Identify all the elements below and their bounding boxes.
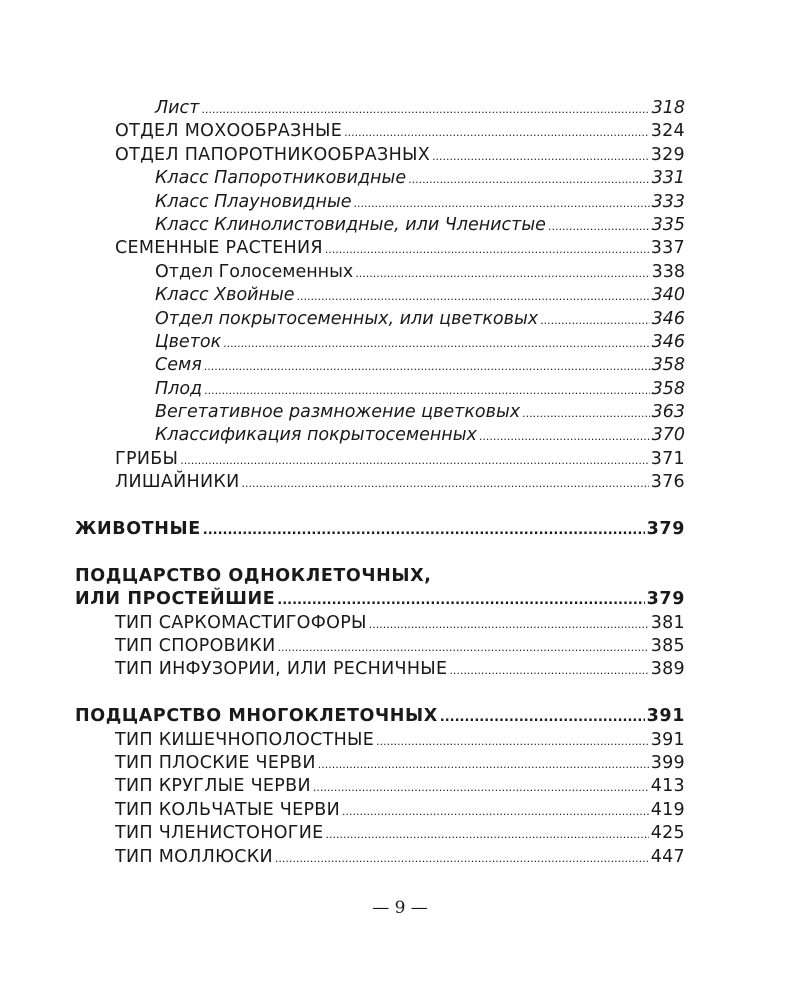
toc-entry[interactable] [75, 424, 685, 447]
dot-leader [203, 518, 645, 542]
toc-entry-title: Семя [155, 355, 202, 376]
dot-leader [376, 729, 649, 753]
toc-entry[interactable] [75, 120, 685, 143]
toc-entry[interactable] [75, 167, 685, 190]
toc-entry-page: 385 [650, 635, 685, 656]
section-gap [75, 541, 685, 564]
toc-entry[interactable] [75, 846, 685, 869]
dot-leader [275, 846, 649, 870]
toc-entry-page: 329 [650, 144, 685, 165]
toc-entry-title: ТИП ИНФУЗОРИИ, ИЛИ РЕСНИЧНЫЕ [115, 659, 448, 680]
toc-entry-page: 358 [651, 355, 685, 376]
toc-entry-multicellular[interactable] [75, 705, 685, 728]
toc-entry-page: 363 [651, 402, 685, 423]
toc-entry-title: Отдел Голосеменных [155, 261, 354, 282]
toc-entry[interactable] [75, 237, 685, 260]
toc-entry-title: ЖИВОТНЫЕ [75, 519, 201, 540]
toc-entry-title: Отдел покрытосеменных, или цветковых [155, 308, 539, 329]
toc-entry-title: Плод [155, 378, 203, 399]
toc-entry-title: ТИП КРУГЛЫЕ ЧЕРВИ [115, 776, 311, 797]
toc-entry-title: ТИП ПЛОСКИЕ ЧЕРВИ [115, 752, 316, 773]
toc-entry-page: 331 [651, 168, 685, 189]
dot-leader [342, 799, 649, 823]
toc-entry-page: 335 [651, 214, 685, 235]
protozoa-entries [75, 612, 685, 682]
toc-entry[interactable] [75, 448, 685, 471]
toc-entry[interactable] [75, 378, 685, 401]
toc-entry-page: 381 [650, 612, 685, 633]
toc-entry-page: 379 [646, 519, 685, 540]
toc-entry[interactable] [75, 612, 685, 635]
toc-entry-title: ТИП САРКОМАСТИГОФОРЫ [115, 612, 367, 633]
toc-entry[interactable] [75, 261, 685, 284]
toc-entry-page: 399 [650, 752, 685, 773]
toc-entry-title: Цветок [155, 331, 222, 352]
toc-entry[interactable] [75, 635, 685, 658]
dot-leader [344, 120, 649, 144]
dot-leader [440, 705, 645, 729]
dot-leader [242, 471, 649, 495]
toc-entry-title: Класс Плауновидные [155, 191, 352, 212]
toc-entry-page: 425 [650, 823, 685, 844]
toc-entry-page: 376 [650, 472, 685, 493]
toc-entry-title: Класс Клинолистовидные, или Членистые [155, 214, 546, 235]
toc-entry-page: 413 [650, 776, 685, 797]
dot-leader [540, 308, 649, 332]
toc-entry-title: ТИП ЧЛЕНИСТОНОГИЕ [115, 823, 324, 844]
toc-entry-page: 340 [651, 285, 685, 306]
dot-leader [354, 191, 650, 215]
toc-entry-page: 419 [650, 799, 685, 820]
toc-entry[interactable] [75, 658, 685, 681]
toc-entry-page: 370 [651, 425, 685, 446]
toc-entry[interactable] [75, 775, 685, 798]
dot-leader [297, 284, 650, 308]
dot-leader [369, 612, 649, 636]
dot-leader [325, 237, 649, 261]
dot-leader [223, 331, 649, 355]
table-of-contents [75, 97, 685, 869]
toc-entry-title: ПОДЦАРСТВО МНОГОКЛЕТОЧНЫХ [75, 706, 438, 727]
toc-entry-page: 391 [646, 706, 685, 727]
toc-entry[interactable] [75, 284, 685, 307]
toc-entry[interactable] [75, 191, 685, 214]
toc-entry[interactable] [75, 354, 685, 377]
toc-entry-title: ИЛИ ПРОСТЕЙШИЕ [75, 589, 276, 610]
toc-entry-page: 346 [651, 331, 685, 352]
toc-entry-page: 391 [650, 729, 685, 750]
plants-section [75, 97, 685, 495]
section-gap [75, 682, 685, 705]
dot-leader [201, 97, 649, 121]
dot-leader [277, 588, 644, 612]
toc-entry-page: 371 [650, 448, 685, 469]
dot-leader [449, 658, 648, 682]
dot-leader [278, 635, 649, 659]
toc-entry[interactable] [75, 822, 685, 845]
toc-entry-page: 318 [651, 98, 685, 118]
dot-leader [408, 167, 650, 191]
toc-entry-page: 346 [651, 308, 685, 329]
dot-leader [432, 144, 649, 168]
multicellular-entries [75, 729, 685, 869]
toc-entry[interactable] [75, 308, 685, 331]
dot-leader [479, 424, 650, 448]
toc-entry-title: ОТДЕЛ ПАПОРОТНИКООБРАЗНЫХ [115, 144, 431, 165]
page-number: — 9 — [372, 898, 428, 918]
toc-headline-protozoa: ПОДЦАРСТВО ОДНОКЛЕТОЧНЫХ, [75, 565, 432, 586]
dot-leader [318, 752, 649, 776]
section-gap [75, 495, 685, 518]
toc-entry[interactable] [75, 214, 685, 237]
toc-entry[interactable] [75, 401, 685, 424]
toc-entry-title: ТИП КИШЕЧНОПОЛОСТНЫЕ [115, 729, 375, 750]
dot-leader [313, 775, 649, 799]
dot-leader [180, 448, 648, 472]
toc-entry-title: ТИП КОЛЬЧАТЫЕ ЧЕРВИ [115, 799, 340, 820]
toc-entry-page: 333 [651, 191, 685, 212]
dot-leader [204, 378, 649, 402]
toc-entry[interactable] [75, 471, 685, 494]
dot-leader [326, 822, 649, 846]
toc-entry-title: Класс Хвойные [155, 285, 295, 306]
toc-entry[interactable] [75, 331, 685, 354]
toc-entry-page: 379 [646, 589, 685, 610]
toc-entry[interactable] [75, 144, 685, 167]
toc-entry-page: 389 [650, 659, 685, 680]
dot-leader [548, 214, 650, 238]
toc-entry-title: ЛИШАЙНИКИ [115, 472, 240, 493]
toc-entry-title: Класс Папоротниковидные [155, 168, 407, 189]
toc-entry-protozoa[interactable] [75, 588, 685, 611]
toc-entry-page: 358 [651, 378, 685, 399]
toc-entry-title: ОТДЕЛ МОХООБРАЗНЫЕ [115, 121, 343, 142]
toc-entry[interactable] [75, 729, 685, 752]
toc-entry-page: 447 [650, 846, 685, 867]
toc-entry-page: 338 [651, 261, 685, 282]
toc-entry-title: Лист [155, 98, 200, 118]
toc-entry-page: 324 [650, 121, 685, 142]
toc-entry[interactable] [75, 97, 685, 120]
toc-entry-page: 337 [650, 238, 685, 259]
toc-entry-title: Вегетативное размножение цветковых [155, 402, 521, 423]
toc-entry-animals[interactable] [75, 518, 685, 541]
toc-entry-title: ТИП СПОРОВИКИ [115, 635, 276, 656]
toc-entry[interactable] [75, 752, 685, 775]
dot-leader [355, 261, 649, 285]
toc-entry-title: СЕМЕННЫЕ РАСТЕНИЯ [115, 238, 323, 259]
toc-entry-title: ГРИБЫ [115, 448, 179, 469]
toc-entry-title: Классификация покрытосеменных [155, 425, 477, 446]
dot-leader [204, 354, 650, 378]
toc-entry-title: ТИП МОЛЛЮСКИ [115, 846, 273, 867]
toc-entry[interactable] [75, 799, 685, 822]
dot-leader [522, 401, 649, 425]
